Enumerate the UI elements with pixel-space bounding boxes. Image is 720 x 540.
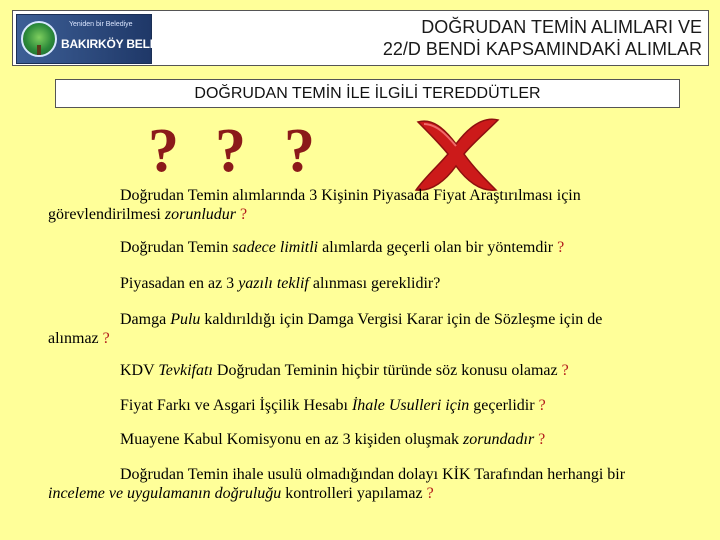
page-title-line-1: DOĞRUDAN TEMİN ALIMLARI VE <box>421 17 702 37</box>
item-text: Fiyat Farkı ve Asgari İşçilik Hesabı <box>120 397 352 414</box>
list-item <box>120 396 546 415</box>
item-text: kaldırıldığı için Damga Vergisi Karar için de Sözleşme için de <box>200 311 603 328</box>
item-italic-text: sadece limitli <box>232 239 319 256</box>
question-mark-1: ? <box>148 117 179 185</box>
list-item <box>48 465 708 503</box>
page-title-line-2: 22/D BENDİ KAPSAMINDAKİ ALIMLAR <box>382 39 702 59</box>
question-mark: ? <box>102 330 110 347</box>
item-text: Doğrudan Temin <box>120 239 233 256</box>
item-italic-text: Pulu <box>170 311 201 328</box>
question-mark: ? <box>561 362 569 379</box>
item-italic-text: yazılı teklif <box>238 275 309 292</box>
logo-tagline: Yeniden bir Belediye <box>69 21 133 28</box>
question-mark-2: ? <box>215 117 246 185</box>
item-italic-text: zorundadır <box>463 431 535 448</box>
item-text: alımlarda geçerli olan bir yöntemdir <box>318 239 554 256</box>
item-text: Doğrudan Temin ihale usulü olmadığından dolayı KİK Tarafından herhangi bir <box>120 466 626 483</box>
item-text: KDV <box>120 362 159 379</box>
item-text: görevlendirilmesi <box>48 206 165 223</box>
item-italic-text: Tevkifatı <box>158 362 213 379</box>
list-item <box>120 274 440 293</box>
list-item <box>120 430 545 449</box>
list-item <box>120 361 569 380</box>
item-text: kontrolleri yapılamaz <box>281 485 423 502</box>
item-text: alınmaz <box>48 330 99 347</box>
item-text: geçerlidir <box>469 397 535 414</box>
question-mark: ? <box>557 239 565 256</box>
question-mark: ? <box>538 431 546 448</box>
question-mark: ? <box>538 397 546 414</box>
item-text: alınması gereklidir? <box>308 275 441 292</box>
item-text: Muayene Kabul Komisyonu en az 3 kişiden oluşmak <box>120 431 464 448</box>
logo-name: BAKIRKÖY BELEDİYESİ <box>61 37 196 51</box>
question-mark-3: ? <box>284 117 315 185</box>
list-item <box>48 310 688 348</box>
item-text: Piyasadan en az 3 <box>120 275 239 292</box>
question-mark: ? <box>426 485 434 502</box>
item-text: Doğrudan Temin alımlarında 3 Kişinin Piyasada Fiyat Araştırılması için <box>120 187 581 204</box>
item-italic-text: İhale Usulleri için <box>351 397 470 414</box>
section-subtitle: DOĞRUDAN TEMİN İLE İLGİLİ TEREDDÜTLER <box>55 79 680 108</box>
item-italic-text: zorunludur <box>164 206 236 223</box>
question-mark: ? <box>239 206 248 223</box>
item-text: Doğrudan Teminin hiçbir türünde söz konusu olamaz <box>212 362 558 379</box>
item-text: Damga <box>120 311 171 328</box>
list-item <box>120 238 564 257</box>
list-item <box>48 186 688 224</box>
item-italic-text: inceleme ve uygulamanın doğruluğu <box>48 485 282 502</box>
